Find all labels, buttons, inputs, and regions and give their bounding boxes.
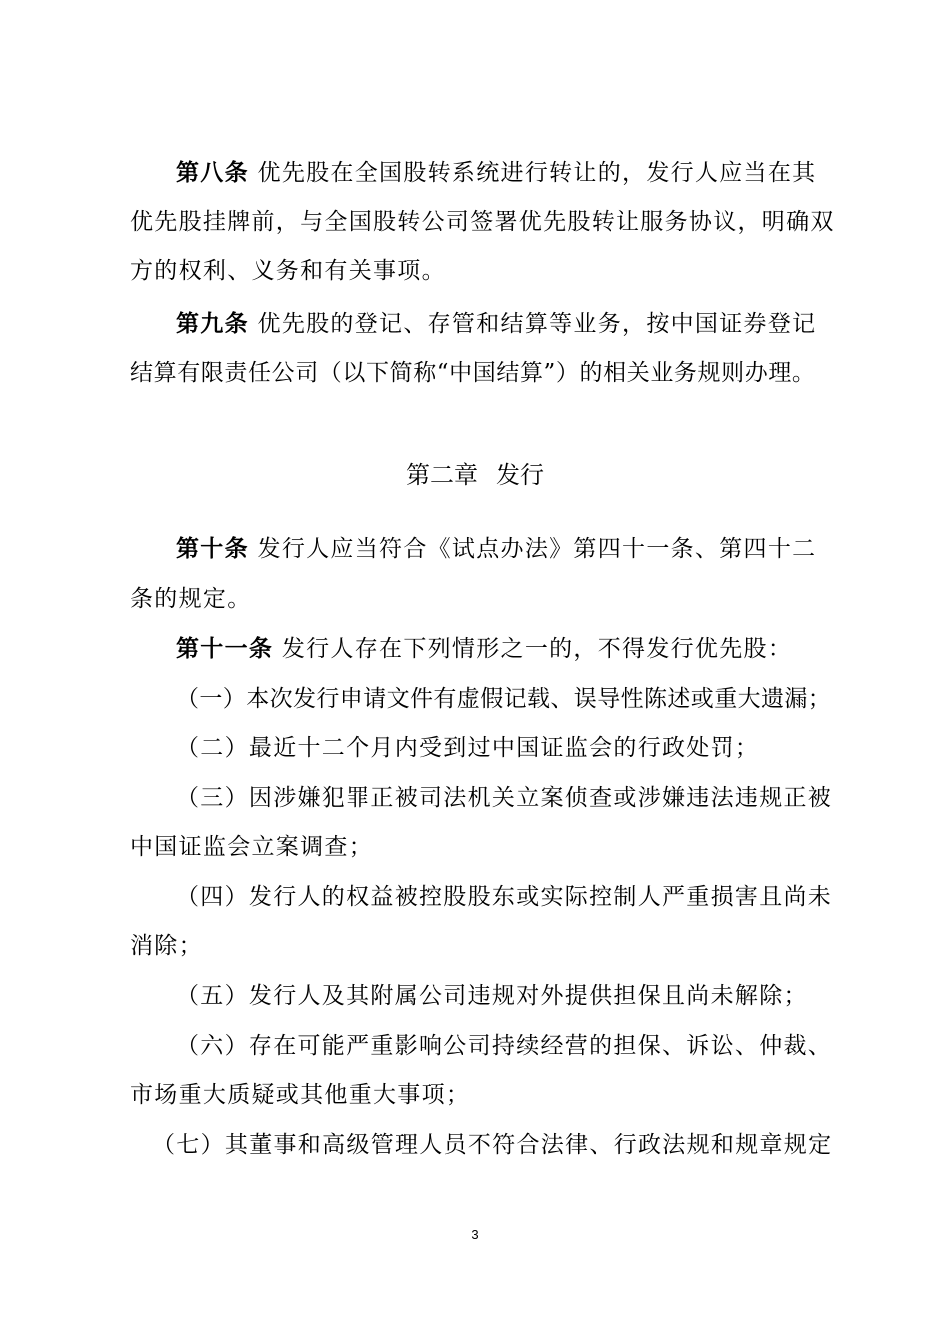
article-11-item-1: （一）本次发行申请文件有虚假记载、误导性陈述或重大遗漏；	[176, 686, 832, 712]
article-11-item-7-line-1: （七）其董事和高级管理人员不符合法律、行政法规和规章规定	[152, 1132, 833, 1158]
chapter-title: 发行	[496, 461, 544, 489]
article-11-item-6-line-2: 市场重大质疑或其他重大事项；	[130, 1082, 471, 1108]
article-11-heading: 第十一条	[176, 636, 274, 662]
article-9-heading: 第九条	[176, 311, 249, 337]
article-11-item-6-line-1: （六）存在可能严重影响公司持续经营的担保、诉讼、仲裁、	[176, 1033, 833, 1059]
article-10-text-1: 发行人应当符合《试点办法》第四十一条、第四十二	[257, 536, 817, 562]
article-11-item-2: （二）最近十二个月内受到过中国证监会的行政处罚；	[176, 735, 760, 761]
article-8-text-1: 优先股在全国股转系统进行转让的，发行人应当在其	[257, 160, 817, 186]
article-11-line-1	[176, 634, 792, 664]
article-10-heading: 第十条	[176, 536, 249, 562]
article-9-line-1	[176, 309, 816, 339]
article-11-intro: 发行人存在下列情形之一的，不得发行优先股：	[281, 636, 793, 662]
article-9-text-1: 优先股的登记、存管和结算等业务，按中国证券登记	[257, 311, 817, 337]
article-11-item-4-line-2: 消除；	[130, 933, 203, 959]
article-8-line-3: 方的权利、义务和有关事项。	[130, 258, 446, 284]
article-8-line-1	[176, 158, 816, 188]
article-11-item-5: （五）发行人及其附属公司违规对外提供担保且尚未解除；	[176, 983, 808, 1009]
chapter-number: 第二章	[406, 461, 478, 489]
article-11-item-3-line-1: （三）因涉嫌犯罪正被司法机关立案侦查或涉嫌违法违规正被	[176, 785, 833, 811]
page-number: 3	[471, 1227, 479, 1242]
article-10-line-1	[176, 534, 816, 564]
chapter-heading	[0, 460, 950, 490]
article-11-item-4-line-1: （四）发行人的权益被控股股东或实际控制人严重损害且尚未	[176, 884, 833, 910]
article-11-item-3-line-2: 中国证监会立案调查；	[130, 834, 373, 860]
article-8-line-2: 优先股挂牌前，与全国股转公司签署优先股转让服务协议，明确双	[130, 209, 835, 235]
article-10-line-2: 条的规定。	[130, 586, 252, 612]
article-9-line-2: 结算有限责任公司（以下简称“中国结算”）的相关业务规则办理。	[130, 360, 816, 386]
article-8-heading: 第八条	[176, 160, 249, 186]
